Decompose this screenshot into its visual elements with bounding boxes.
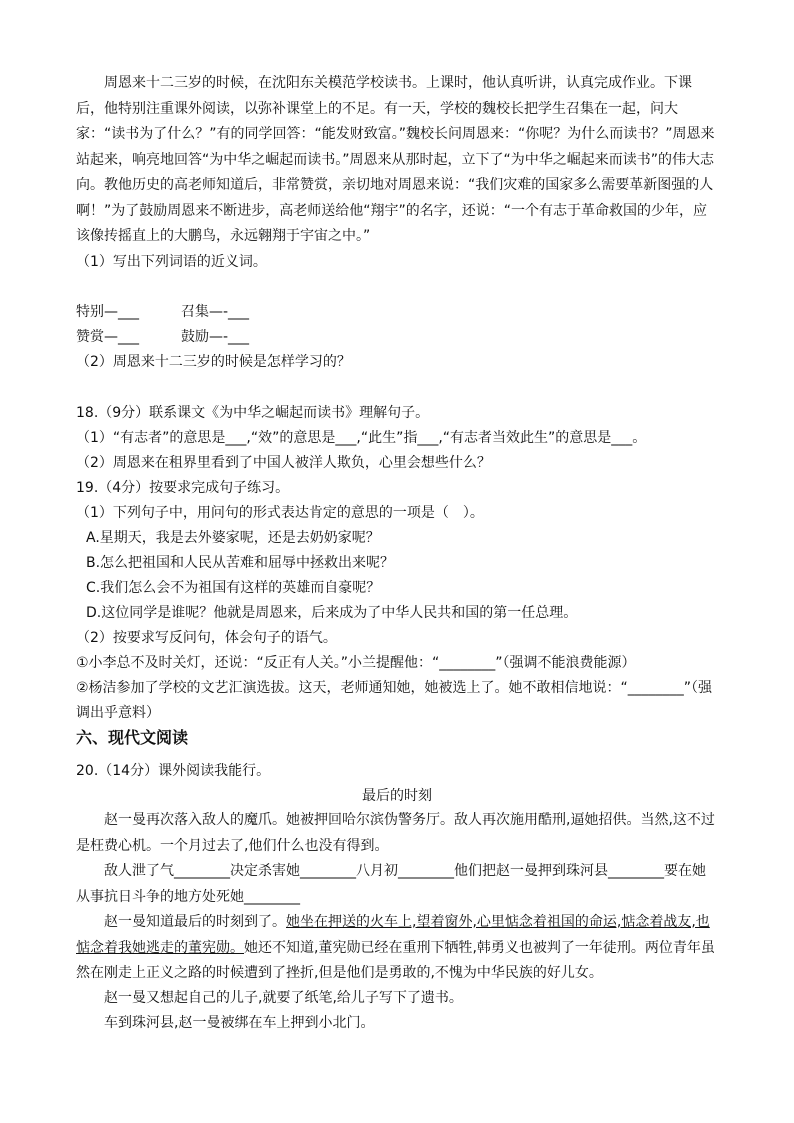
story-paragraph-3 (76, 910, 718, 987)
question-20: 20.（14分）课外阅读我能行。 (76, 763, 271, 779)
option-c: C.我们怎么会不为祖国有这样的英雄而自豪呢？ (86, 580, 381, 596)
story-paragraph-4: 赵一曼又想起自己的儿子,就要了纸笔,给儿子写下了遗书。 (104, 990, 463, 1006)
story-paragraph-3-intro: 赵一曼知道最后的时刻到了。 (104, 914, 286, 930)
question-17-1: （1）写出下列词语的近义词。 (76, 254, 267, 270)
question-19-item-2-cont: 调出乎意料） (76, 705, 160, 721)
question-17-2: （2）周恩来十二三岁的时候是怎样学习的？ (76, 354, 351, 370)
story-paragraph-3-rest: 她还不知道,董宪勋已经在重刑下牺牲,韩勇义也被判了一年徒刑。两位青年虽然在刚走上正义之路的时候遭到了挫折,但是他们是勇敢的,不愧为中华民族的好儿女。 (76, 939, 715, 981)
story-paragraph-5: 车到珠河县,赵一曼被绑在车上押到小北门。 (104, 1015, 375, 1031)
story-paragraph-1: 赵一曼再次落入敌人的魔爪。她被押回哈尔滨伪警务厅。敌人再次施用酷刑,逼她招供。当然,这不过是枉费心机。一个月过去了,他们什么也没有得到。 (76, 812, 715, 854)
story-underlined-sentence: 她坐在押送的火车上,望着窗外,心里惦念着祖国的命运,惦念着战友,也惦念着我她逃走的董宪勋。 (76, 914, 710, 956)
section-heading-6: 六、现代文阅读 (76, 728, 189, 747)
passage-zhou-enlai: 周恩来十二三岁的时候，在沈阳东关模范学校读书。上课时，他认真听讲，认真完成作业。下课后，他特别注重课外阅读，以弥补课堂上的不足。有一天，学校的魏校长把学生召集在一起，问大家：“读书为了什么？”有的同学回答：“能发财致富。”魏校长问周恩来：“你呢？为什么而读书？”周恩来站起来，响亮地回答“为中华之崛起而读书。”周恩来从那时起，立下了“为中华之崛起来而读书”的伟大志向。教他历史的高老师知道后，非常赞赏，亲切地对周恩来说：“我们灾难的国家多么需要革新图强的人啊！”为了鼓励周恩来不断进步，高老师送给他“翔宇”的名字，还说：“一个有志于革命救国的少年，应该像抟摇直上的大鹏鸟，永远翱翔于宇宙之中。” (76, 75, 715, 244)
option-d: D.这位同学是谁呢？他就是周恩来，后来成为了中华人民共和国的第一任总理。 (86, 605, 578, 621)
question-18-2: （2）周恩来在租界里看到了中国人被洋人欺负，心里会想些什么？ (76, 455, 491, 471)
option-b: B.怎么把祖国和人民从苦难和屈辱中拯救出来呢？ (86, 555, 395, 571)
question-19-2: （2）按要求写反问句，体会句子的语气。 (76, 630, 337, 646)
story-title: 最后的时刻 (362, 788, 432, 804)
synonym-row-2: 赞赏—___ 鼓励—-___ (76, 329, 250, 345)
question-19-item-1: ①小李总不及时关灯，还说：“反正有人关。”小兰提醒他：“________”（强调不能浪费能源） (76, 655, 636, 671)
option-a: A.星期天，我是去外婆家呢，还是去奶奶家呢？ (86, 530, 380, 546)
synonym-row-1: 特别—___ 召集—-___ (76, 304, 250, 320)
question-19: 19.（4分）按要求完成句子练习。 (76, 480, 290, 496)
question-18: 18.（9分）联系课文《为中华之崛起而读书》理解句子。 (76, 405, 430, 421)
story-paragraph-2: 敌人泄了气________决定杀害她________八月初________他们把赵一曼押到珠河县________要在她从事抗日斗争的地方处死她________ (76, 863, 706, 905)
question-19-item-2: ②杨洁参加了学校的文艺汇演选拔。这天，老师通知她，她被选上了。她不敢相信地说：“________”（强 (76, 680, 713, 696)
question-19-1: （1）下列句子中，用问句的形式表达肯定的意思的一项是（ ）。 (76, 505, 484, 521)
question-18-1: （1）“有志者”的意思是___,“效”的意思是___,“此生”指___,“有志者当效此生”的意思是___。 (76, 430, 647, 446)
